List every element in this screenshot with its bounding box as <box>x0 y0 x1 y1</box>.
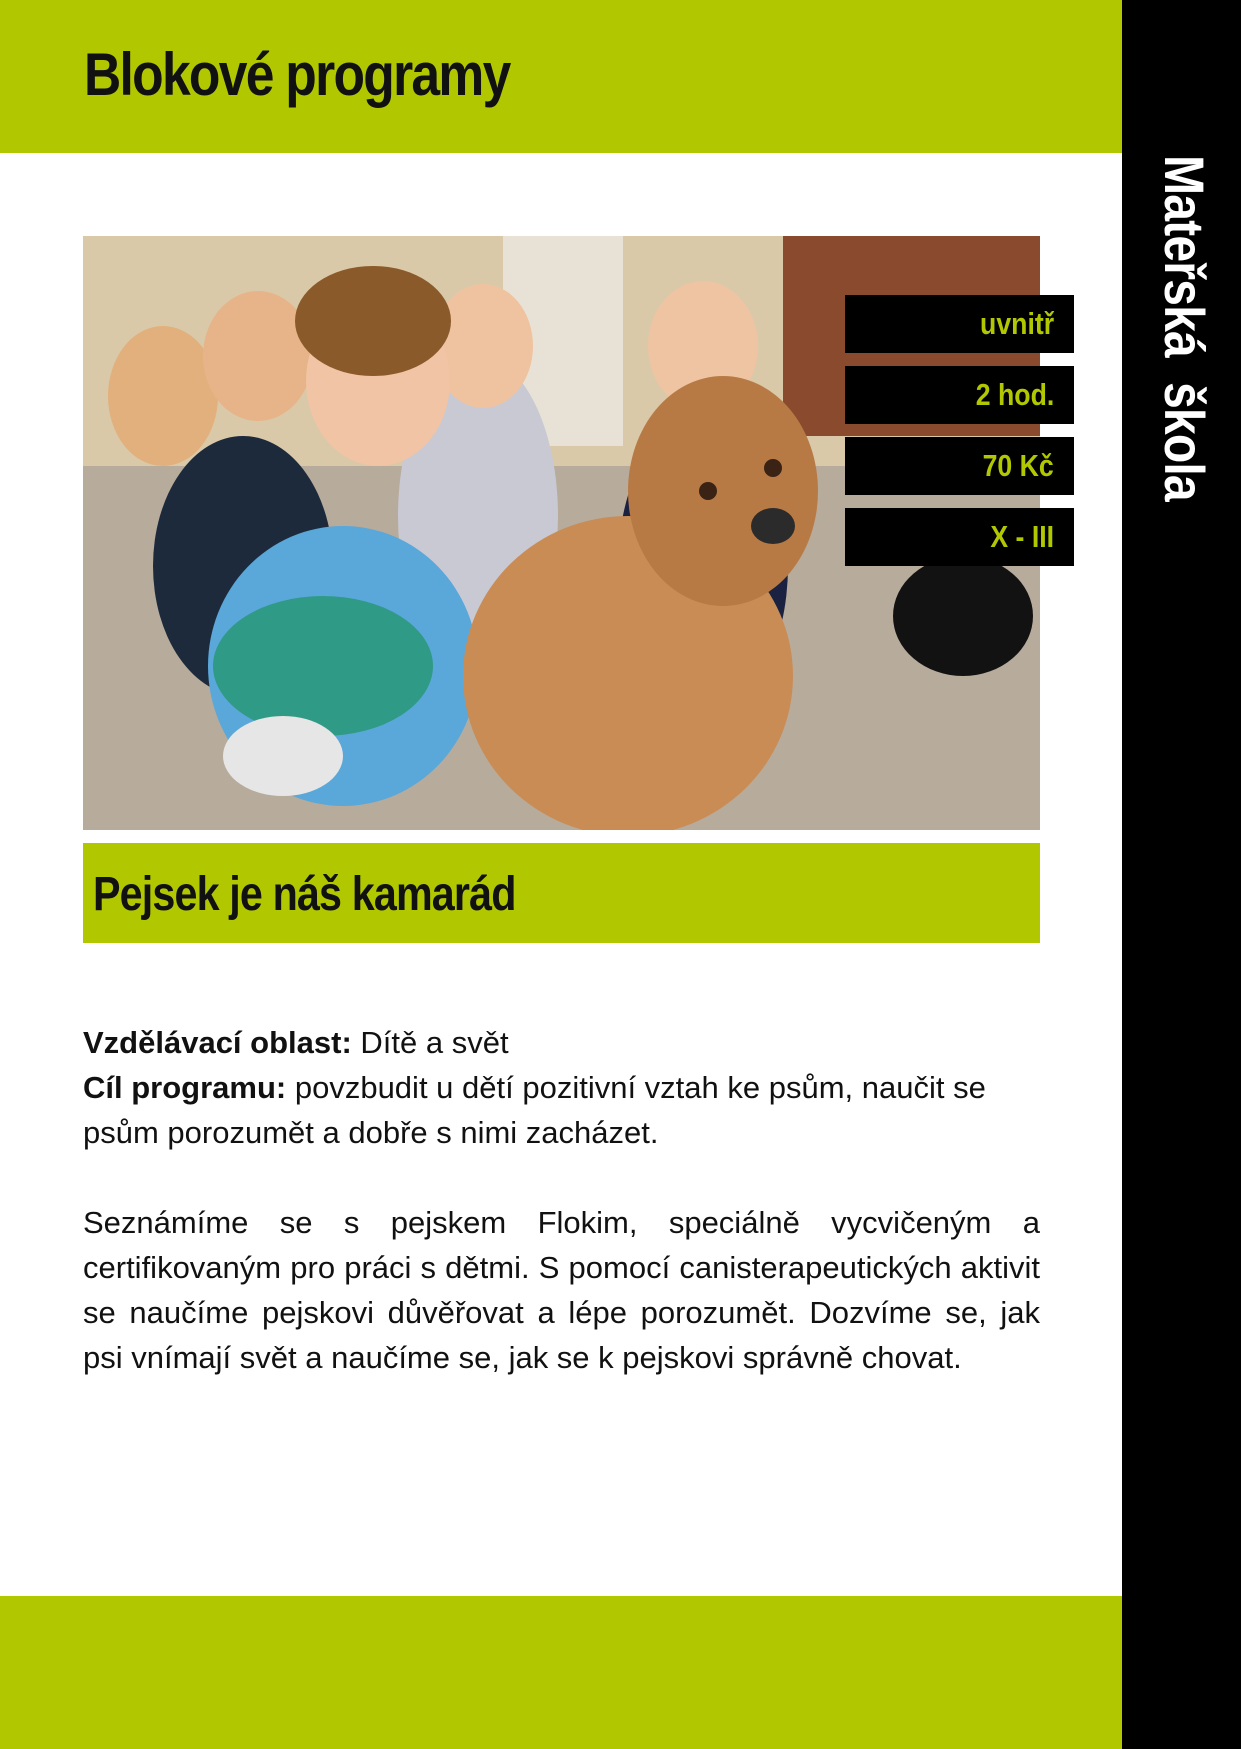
education-area <box>83 1020 1040 1065</box>
program-goal-label: Cíl programu: <box>83 1070 287 1105</box>
education-area-label: Vzdělávací oblast: <box>83 1025 352 1060</box>
program-content <box>83 1020 1040 1380</box>
tag-price: 70 Kč <box>845 437 1074 495</box>
side-label: Mateřská škola <box>1153 155 1216 501</box>
page-title: Blokové programy <box>84 41 510 108</box>
spacer <box>83 1155 1040 1200</box>
program-title: Pejsek je náš kamarád <box>93 868 516 921</box>
education-area-value: Dítě a svět <box>351 1025 509 1060</box>
tag-location: uvnitř <box>845 295 1074 353</box>
tag-months: X - III <box>845 508 1074 566</box>
program-goal-value: povzbudit u dětí pozitivní vztah ke psům, naučit se psům porozumět a dobře s nimi zacházet. <box>83 1070 986 1150</box>
program-title-bar <box>83 843 1040 943</box>
program-description: Seznámíme se s pejskem Flokim, speciálně vycvičeným a certifikovaným pro práci s dětmi. S pomocí canisterapeutických aktivit se naučíme pejskovi důvěřovat a lépe porozumět. Dozvíme se, jak psi vnímají svět a naučíme se, jak se k pejskovi správně chovat. <box>83 1205 1040 1375</box>
footer-band <box>0 1596 1122 1749</box>
tag-duration: 2 hod. <box>845 366 1074 424</box>
program-goal <box>83 1065 1040 1155</box>
